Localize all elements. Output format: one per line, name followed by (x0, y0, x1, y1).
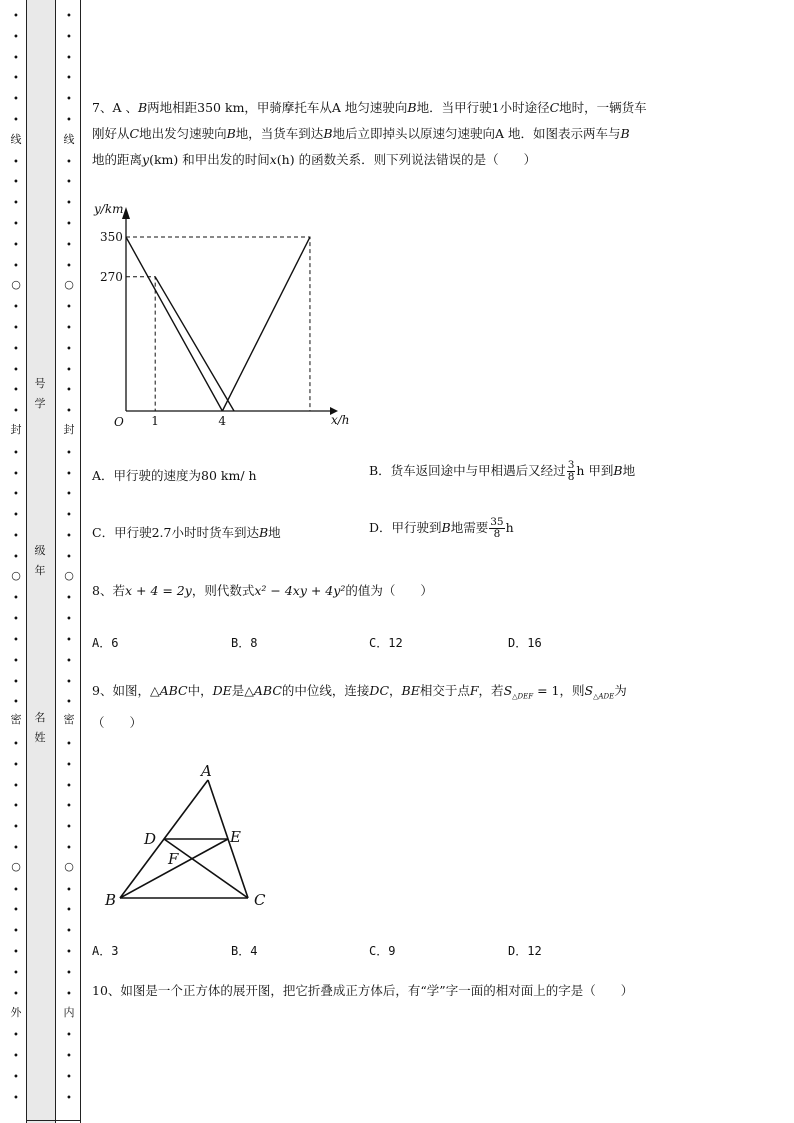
q7-var: C (129, 126, 140, 141)
q7-var: B (620, 126, 630, 141)
seal-dot: • (66, 884, 72, 896)
q7-text: (km) 和甲出发的时间 (149, 152, 270, 167)
q9-math: = 1 (533, 683, 560, 698)
q7-option-b-text: B．货车返回途中与甲相遇后又经过 (369, 463, 566, 478)
q7-var: B (137, 100, 148, 115)
seal-dot: • (66, 302, 72, 314)
seal-dot: • (13, 1030, 19, 1042)
seal-dot: • (13, 468, 19, 480)
inner-seal-column (58, 0, 80, 1123)
fraction (567, 460, 576, 483)
seal-dot: • (13, 884, 19, 896)
seal-mark-char: 内 (63, 1006, 75, 1019)
q7-option-d (369, 517, 514, 540)
outer-seal-column (8, 0, 24, 1123)
q9-subscript: △ADE (593, 692, 615, 701)
seal-dot: • (66, 260, 72, 272)
fraction-denominator: 8 (567, 471, 575, 483)
student-id-field (26, 377, 54, 411)
seal-dot: • (13, 447, 19, 459)
q7-option-d-unit: h (505, 520, 514, 535)
q7-var: x (269, 152, 277, 167)
y-tick-label: 350 (100, 230, 123, 245)
seal-dot: • (13, 843, 19, 854)
seal-dot: • (13, 697, 19, 709)
q7-number: 7、 (92, 100, 113, 115)
q9-text: 中， (187, 683, 213, 698)
y-tick-label: 270 (100, 269, 123, 284)
dashed-guide (126, 277, 155, 411)
seal-mark-char: 密 (10, 713, 22, 726)
fraction-numerator: 35 (490, 516, 504, 528)
seal-dot: • (13, 635, 19, 646)
origin-label: O (114, 415, 124, 429)
q9-text: 是 (231, 683, 245, 698)
seal-dot: • (66, 635, 72, 646)
seal-dot: • (13, 614, 19, 626)
seal-dot: • (13, 1092, 19, 1104)
q9-triangle-figure (100, 758, 280, 913)
seal-dot: • (66, 531, 72, 542)
vertex-label-d: D (144, 830, 157, 848)
q7-text: 两地相距350 km，甲骑摩托车从A 地匀速驶向 (147, 100, 408, 115)
q7-text: 刚好从 (92, 126, 130, 141)
seal-dot: • (66, 1030, 72, 1042)
q9-math: S (503, 683, 513, 698)
seal-dot: • (66, 343, 72, 355)
x-axis-label: x/h (331, 413, 350, 427)
seal-mark-char: 线 (63, 133, 75, 146)
q7-text: A 、 (112, 100, 138, 115)
q8-number: 8、 (92, 583, 113, 598)
vertex-label-e: E (230, 828, 241, 846)
q9-number: 9、 (92, 683, 113, 698)
seal-dot: • (13, 1071, 19, 1083)
q7-option-b-text: h 甲到 (576, 463, 614, 478)
q7-var: B (441, 520, 451, 535)
seal-dot: • (66, 323, 72, 334)
segment-dc (164, 839, 248, 898)
q7-distance-time-graph (90, 195, 360, 435)
seal-dot: • (13, 198, 19, 210)
q7-var: B (226, 126, 236, 141)
seal-dot: • (66, 676, 72, 688)
field-label-char: 名 (34, 711, 46, 724)
q9-math: F (469, 683, 479, 698)
fraction (489, 517, 504, 540)
q7-text: 地出发匀速驶向 (139, 126, 227, 141)
binding-inner-line (80, 0, 81, 1123)
field-label-char: 号 (34, 377, 46, 390)
q9-text: ，若 (478, 683, 504, 698)
seal-dot: • (66, 510, 72, 522)
seal-dot: • (13, 239, 19, 251)
seal-dot: • (66, 1092, 72, 1104)
seal-dot: • (13, 759, 19, 771)
seal-dot: • (13, 323, 19, 334)
q8-text: ，则代数式 (191, 583, 255, 598)
seal-dot: • (66, 947, 72, 958)
q9-math: DE (212, 683, 232, 698)
q9-option-c: C．9 (369, 944, 396, 958)
seal-dot: • (66, 551, 72, 563)
seal-dot: • (13, 739, 19, 750)
seal-circle-icon: ○ (11, 860, 21, 873)
q8-expression: x + 4 = 2y (124, 583, 192, 598)
seal-dot: • (66, 988, 72, 1000)
q9-math: △ABC (244, 683, 282, 698)
seal-dot: • (66, 52, 72, 64)
q7-option-d-text: D．甲行驶到 (369, 520, 442, 535)
seal-dot: • (13, 364, 19, 376)
seal-mark-char: 封 (63, 423, 75, 436)
seal-dot: • (66, 239, 72, 251)
q9-option-d: D．12 (508, 944, 542, 958)
q8-option-d: D．16 (508, 636, 542, 650)
q9-option-b: B．4 (231, 944, 258, 958)
seal-dot: • (13, 510, 19, 522)
seal-dot: • (66, 468, 72, 480)
q7-var: B (407, 100, 417, 115)
seal-dot: • (66, 31, 72, 43)
seal-dot: • (66, 385, 72, 397)
seal-dot: • (66, 926, 72, 938)
name-field (26, 711, 54, 745)
seal-dot: • (66, 177, 72, 189)
y-axis-label: y/km (94, 202, 124, 216)
q9-math: △ABC (149, 683, 188, 698)
seal-dot: • (13, 967, 19, 979)
seal-dot: • (66, 94, 72, 106)
question-10-stem: 10、如图是一个正方体的展开图，把它折叠成正方体后，有“学”字一面的相对面上的字是（ ） (92, 983, 634, 998)
seal-dot: • (66, 115, 72, 126)
q7-text: 地．当甲行驶1小时途径 (416, 100, 550, 115)
q7-var: B (258, 525, 269, 540)
q9-text: 为 (614, 683, 627, 698)
q7-option-c-value: 2.7 (151, 525, 172, 540)
seal-dot: • (13, 177, 19, 189)
seal-dot: • (13, 593, 19, 605)
seal-dot: • (13, 302, 19, 314)
x-tick-label: 1 (151, 414, 159, 428)
q8-text: 若 (112, 583, 125, 598)
q7-text: 地后立即掉头以原速匀速驶向A 地．如图表示两车与 (332, 126, 621, 141)
seal-dot: • (66, 801, 72, 813)
seal-dot: • (66, 11, 72, 22)
seal-dot: • (13, 260, 19, 272)
q7-text: 地的距离 (92, 152, 143, 167)
seal-dot: • (13, 73, 19, 85)
question-7-stem (92, 95, 742, 173)
seal-dot: • (13, 551, 19, 563)
q7-option-c-text: C．甲行驶 (92, 525, 152, 540)
seal-dot: • (66, 219, 72, 230)
seal-dot: • (66, 843, 72, 854)
q9-math: DC (369, 683, 390, 698)
seal-dot: • (13, 947, 19, 958)
q7-option-c-text: 小时时货车到达 (171, 525, 259, 540)
field-label-char: 姓 (34, 731, 46, 744)
q7-text: 地时，一辆货车 (559, 100, 647, 115)
field-label-char: 级 (34, 544, 46, 557)
seal-mark-char: 线 (10, 133, 22, 146)
question-8-stem (92, 578, 742, 604)
seal-dot: • (13, 1051, 19, 1062)
seal-circle-icon: ○ (64, 860, 74, 873)
series-line-1 (126, 237, 222, 411)
seal-circle-icon: ○ (11, 569, 21, 582)
segment-be (120, 839, 228, 898)
seal-dot: • (13, 926, 19, 938)
seal-dot: • (66, 967, 72, 979)
seal-dot: • (13, 156, 19, 168)
seal-dot: • (13, 655, 19, 667)
q9-option-a: A．3 (92, 944, 119, 958)
q8-option-c: C．12 (369, 636, 403, 650)
seal-dot: • (66, 759, 72, 771)
seal-circle-icon: ○ (64, 569, 74, 582)
seal-dot: • (13, 385, 19, 397)
q8-option-b: B．8 (231, 636, 258, 650)
seal-dot: • (13, 343, 19, 355)
q7-text: (h) 的函数关系．则下列说法错误的是（ ） (276, 152, 537, 167)
seal-dot: • (13, 31, 19, 43)
seal-dot: • (13, 801, 19, 813)
q8-expression: x² − 4xy + 4y² (254, 583, 346, 598)
q7-option-b (369, 460, 635, 483)
seal-dot: • (13, 406, 19, 418)
seal-dot: • (66, 697, 72, 709)
seal-mark-char: 封 (10, 423, 22, 436)
seal-dot: • (66, 156, 72, 168)
x-tick-label: 4 (218, 414, 227, 428)
series-line-3 (222, 237, 310, 411)
seal-dot: • (13, 531, 19, 542)
seal-dot: • (66, 822, 72, 834)
seal-dot: • (13, 52, 19, 64)
field-label-char: 学 (34, 397, 46, 410)
q7-var: y (142, 152, 150, 167)
q8-option-a: A．6 (92, 636, 119, 650)
question-9-stem (92, 678, 742, 736)
q9-subscript: △DEF (512, 692, 534, 701)
q9-text: 的中位线，连接 (281, 683, 370, 698)
seal-dot: • (13, 489, 19, 501)
seal-mark-char: 外 (10, 1006, 22, 1019)
vertex-label-f: F (168, 850, 179, 868)
seal-dot: • (13, 676, 19, 688)
seal-dot: • (13, 94, 19, 106)
q7-option-c-text: 地 (268, 525, 281, 540)
fraction-numerator: 3 (567, 459, 575, 471)
grade-field (26, 544, 54, 578)
q7-var: B (323, 126, 333, 141)
seal-dot: • (66, 406, 72, 418)
seal-dot: • (13, 905, 19, 917)
seal-dot: • (13, 11, 19, 22)
seal-dot: • (13, 780, 19, 792)
series-line-2 (155, 277, 234, 411)
seal-dot: • (66, 73, 72, 85)
q7-text: 地，当货车到达 (235, 126, 324, 141)
seal-dot: • (13, 115, 19, 126)
vertex-label-b: B (105, 891, 117, 909)
seal-dot: • (66, 364, 72, 376)
seal-dot: • (66, 905, 72, 917)
seal-dot: • (66, 198, 72, 210)
fraction-denominator: 8 (493, 528, 501, 540)
seal-dot: • (66, 655, 72, 667)
seal-dot: • (13, 822, 19, 834)
q9-text: 如图， (112, 683, 150, 698)
vertex-label-a: A (201, 762, 212, 780)
seal-dot: • (66, 1071, 72, 1083)
q7-var: B (613, 463, 623, 478)
seal-circle-icon: ○ (64, 278, 74, 291)
q9-text: ，则 (559, 683, 585, 698)
seal-dot: • (13, 219, 19, 230)
seal-dot: • (66, 614, 72, 626)
seal-dot: • (66, 593, 72, 605)
vertex-label-c: C (254, 891, 266, 909)
q7-option-c (92, 523, 281, 541)
q7-option-a: A．甲行驶的速度为80 km/ h (92, 468, 257, 483)
q7-option-d-text: 地需要 (450, 520, 489, 535)
seal-dot: • (66, 447, 72, 459)
seal-dot: • (66, 1051, 72, 1062)
seal-circle-icon: ○ (11, 278, 21, 291)
field-label-char: 年 (34, 564, 46, 577)
q9-text: 相交于点 (419, 683, 470, 698)
seal-dot: • (66, 489, 72, 501)
q9-text: ， (389, 683, 402, 698)
seal-dot: • (66, 739, 72, 750)
q7-option-b-text: 地 (622, 463, 636, 478)
seal-mark-char: 密 (63, 713, 75, 726)
seal-dot: • (66, 780, 72, 792)
q9-answer-paren: （ ） (92, 714, 143, 730)
q9-math: BE (401, 683, 420, 698)
seal-dot: • (13, 988, 19, 1000)
q7-var: C (549, 100, 560, 115)
q8-text: 的值为（ ） (345, 583, 433, 598)
q9-math: S (584, 683, 594, 698)
